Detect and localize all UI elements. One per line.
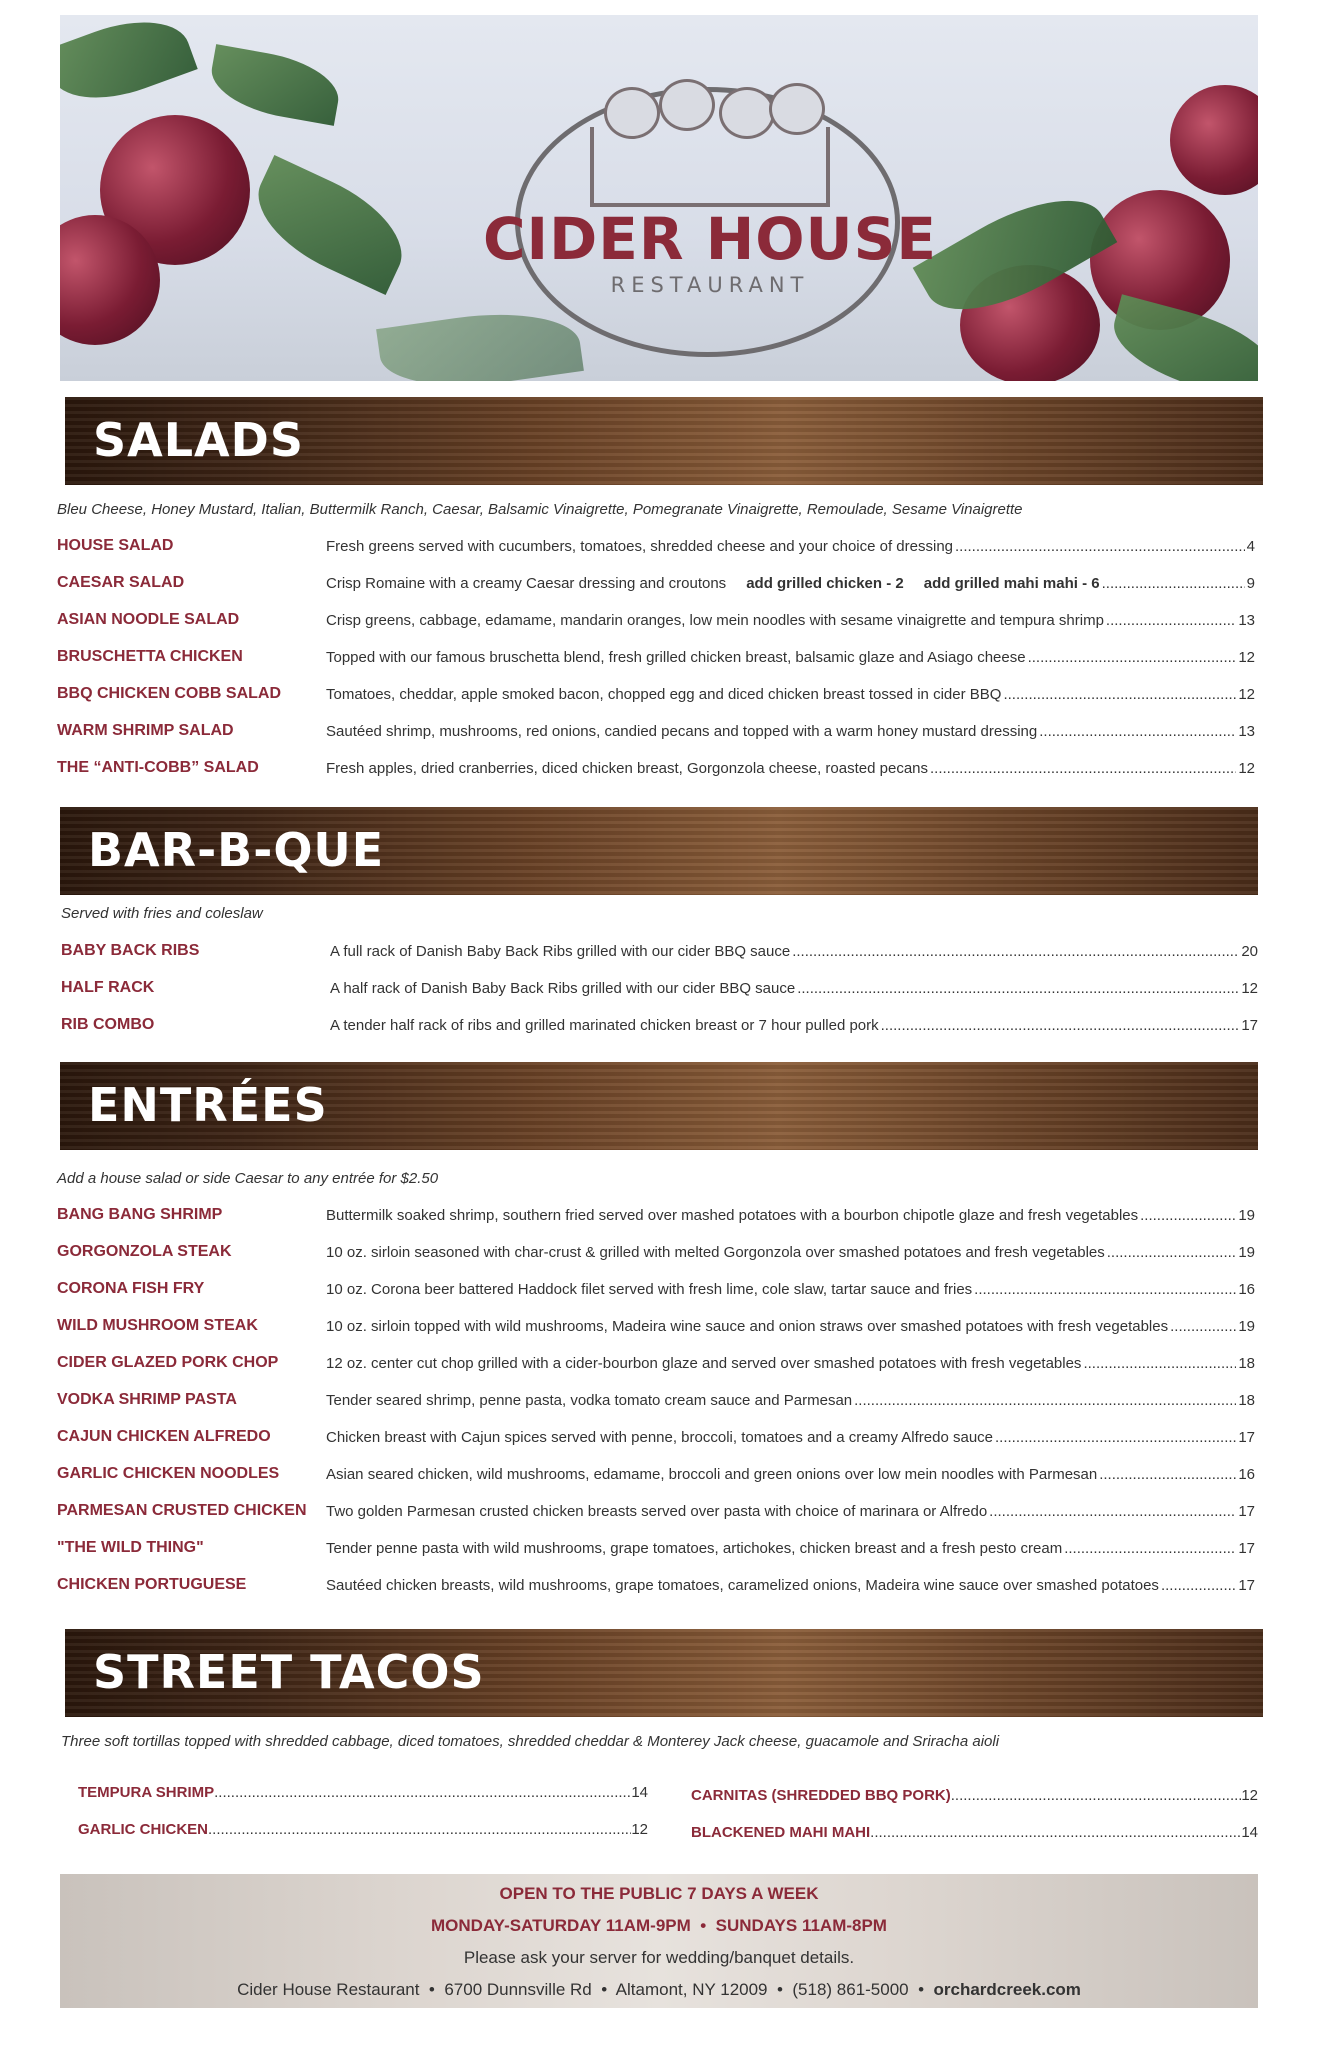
section-banner-salads [65,397,1263,485]
leaf-decoration [206,44,344,126]
item-name: BRUSCHETTA CHICKEN [57,648,243,665]
item-name: GARLIC CHICKEN NOODLES [57,1465,280,1482]
leaf-decoration [60,15,198,117]
menu-item [57,1317,1255,1339]
item-price: 18 [1238,1392,1255,1409]
menu-item [57,1206,1255,1228]
item-price: 19 [1238,1244,1255,1261]
item-description: Fresh greens served with cucumbers, tomatoes, shredded cheese and your choice of dressing [326,538,953,555]
item-price: 20 [1241,943,1258,960]
item-price: 12 [631,1821,648,1838]
taco-item [78,1821,648,1843]
item-price: 17 [1238,1540,1255,1557]
hours-weekday: MONDAY-SATURDAY 11AM-9PM [431,1916,691,1935]
section-title: ENTRÉES [88,1078,328,1132]
item-description: Tender penne pasta with wild mushrooms, grape tomatoes, artichokes, chicken breast and a fresh pesto cream [326,1540,1063,1557]
item-description: Sautéed chicken breasts, wild mushrooms, grape tomatoes, caramelized onions, Madeira wine sauce over smashed potatoes [326,1577,1159,1594]
item-name: CORONA FISH FRY [57,1280,205,1297]
menu-item [57,1391,1255,1413]
taco-item [691,1787,1258,1809]
item-name: TEMPURA SHRIMP [78,1784,215,1801]
item-price: 12 [1241,980,1258,997]
item-name: ASIAN NOODLE SALAD [57,611,240,628]
item-price: 14 [631,1784,648,1801]
item-name: WARM SHRIMP SALAD [57,722,234,739]
item-name: RIB COMBO [61,1016,155,1033]
item-price: 13 [1238,612,1255,629]
item-name: HALF RACK [61,979,155,996]
item-description: A half rack of Danish Baby Back Ribs grilled with our cider BBQ sauce [330,980,796,997]
item-description: A full rack of Danish Baby Back Ribs grilled with our cider BBQ sauce [330,943,791,960]
menu-item [61,942,1258,964]
section-banner-entrees [60,1062,1258,1150]
item-price: 19 [1238,1318,1255,1335]
salads-dressings-note: Bleu Cheese, Honey Mustard, Italian, Buttermilk Ranch, Caesar, Balsamic Vinaigrette, Pomegranate Vinaigrette, Remoulade, Sesame Vinaigrette [57,501,1023,518]
item-name: WILD MUSHROOM STEAK [57,1317,258,1334]
phone: (518) 861-5000 [792,1980,909,1999]
item-price: 16 [1238,1466,1255,1483]
section-banner-bbq [60,807,1258,895]
bbq-note: Served with fries and coleslaw [61,905,263,922]
item-description: Crisp greens, cabbage, edamame, mandarin oranges, low mein noodles with sesame vinaigrette and tempura shrimp [326,612,1104,629]
item-price: 14 [1241,1824,1258,1841]
menu-item [57,1502,1255,1524]
separator: • [918,1980,925,1999]
entrees-note: Add a house salad or side Caesar to any entrée for $2.50 [57,1170,439,1187]
item-description: Chicken breast with Cajun spices served with penne, broccoli, tomatoes and a creamy Alfredo sauce [326,1429,994,1446]
item-description: Topped with our famous bruschetta blend, fresh grilled chicken breast, balsamic glaze and Asiago cheese [326,649,1026,666]
item-name: BLACKENED MAHI MAHI [691,1824,871,1841]
menu-item [61,1016,1258,1038]
item-description: Tender seared shrimp, penne pasta, vodka tomato cream sauce and Parmesan [326,1392,853,1409]
menu-item [57,722,1255,744]
menu-item [57,1280,1255,1302]
apple-crate-icon [590,127,830,207]
section-title: BAR-B-QUE [88,823,385,877]
item-description: 10 oz. sirloin seasoned with char-crust & grilled with melted Gorgonzola over smashed potatoes and fresh vegetables [326,1244,1105,1261]
menu-item [57,611,1255,633]
separator: • [700,1916,707,1935]
item-description: Buttermilk soaked shrimp, southern fried served over mashed potatoes with a bourbon chipotle glaze and fresh vegetables [326,1207,1139,1224]
item-price: 17 [1238,1577,1255,1594]
address: 6700 Dunnsville Rd [444,1980,592,1999]
item-price: 12 [1238,686,1255,703]
tacos-note: Three soft tortillas topped with shredded cabbage, diced tomatoes, shredded cheddar & Monterey Jack cheese, guacamole and Sriracha aioli [61,1733,1000,1750]
separator: • [428,1980,435,1999]
menu-item [57,1243,1255,1265]
leaf-decoration [376,301,584,381]
item-description: Asian seared chicken, wild mushrooms, edamame, broccoli and green onions over low mein noodles with Parmesan [326,1466,1098,1483]
apple-decoration [1170,85,1258,195]
item-name: CIDER GLAZED PORK CHOP [57,1354,279,1371]
item-price: 17 [1241,1017,1258,1034]
item-name: GORGONZOLA STEAK [57,1243,232,1260]
section-banner-tacos [65,1629,1263,1717]
menu-item [57,1576,1255,1598]
item-description: 10 oz. sirloin topped with wild mushrooms, Madeira wine sauce and onion straws over smashed potatoes with fresh vegetables [326,1318,1169,1335]
item-price: 18 [1238,1355,1255,1372]
separator: • [601,1980,608,1999]
item-description: Fresh apples, dried cranberries, diced chicken breast, Gorgonzola cheese, roasted pecans [326,760,928,777]
menu-item [57,1539,1255,1561]
item-price: 13 [1238,723,1255,740]
footer-banner [60,1874,1258,2008]
item-price: 16 [1238,1281,1255,1298]
item-name: BANG BANG SHRIMP [57,1206,223,1223]
item-price: 9 [1246,575,1255,592]
item-price: 12 [1238,760,1255,777]
restaurant-name: Cider House Restaurant [237,1980,420,1999]
menu-item [57,574,1255,596]
item-name: GARLIC CHICKEN [78,1821,208,1838]
taco-item [691,1824,1258,1846]
item-price: 19 [1238,1207,1255,1224]
separator: • [776,1980,783,1999]
item-name: CARNITAS (SHREDDED BBQ PORK) [691,1787,951,1804]
item-name: "THE WILD THING" [57,1539,204,1556]
taco-item [78,1784,648,1806]
contact-line [60,1980,1258,2000]
item-name: BABY BACK RIBS [61,942,200,959]
menu-item [57,685,1255,707]
menu-item [57,1465,1255,1487]
item-name: BBQ CHICKEN COBB SALAD [57,685,281,702]
logo-title: CIDER HOUSE [482,205,938,273]
item-description: Crisp Romaine with a creamy Caesar dressing and croutons [326,575,727,592]
item-name: CAJUN CHICKEN ALFREDO [57,1428,271,1445]
menu-item [57,537,1255,559]
leaf-decoration [241,155,420,295]
item-name: PARMESAN CRUSTED CHICKEN [57,1502,307,1519]
item-addon: add grilled chicken - 2 [746,575,904,592]
website-link[interactable]: orchardcreek.com [933,1980,1081,1999]
item-description: 10 oz. Corona beer battered Haddock filet served with fresh lime, cole slaw, tartar sauce and fries [326,1281,973,1298]
item-price: 17 [1238,1429,1255,1446]
item-description: Two golden Parmesan crusted chicken breasts served over pasta with choice of marinara or Alfredo [326,1503,988,1520]
menu-item [57,648,1255,670]
menu-item [61,979,1258,1001]
menu-item [57,759,1255,781]
banquet-note: Please ask your server for wedding/banquet details. [463,1948,855,1967]
city: Altamont, NY 12009 [615,1980,768,1999]
item-name: CHICKEN PORTUGUESE [57,1576,247,1593]
section-title: STREET TACOS [93,1645,485,1699]
hours-line [60,1916,1258,1936]
item-name: HOUSE SALAD [57,537,174,554]
section-title: SALADS [93,413,304,467]
logo-subtitle: RESTAURANT [610,273,810,297]
item-description: Sautéed shrimp, mushrooms, red onions, candied pecans and topped with a warm honey mustard dressing [326,723,1038,740]
item-price: 4 [1246,538,1255,555]
item-name: CAESAR SALAD [57,574,185,591]
item-price: 12 [1238,649,1255,666]
item-description: A tender half rack of ribs and grilled marinated chicken breast or 7 hour pulled pork [330,1017,879,1034]
item-description: Tomatoes, cheddar, apple smoked bacon, chopped egg and diced chicken breast tossed in cider BBQ [326,686,1002,703]
menu-item [57,1428,1255,1450]
item-description: 12 oz. center cut chop grilled with a cider-bourbon glaze and served over smashed potatoes with fresh vegetables [326,1355,1082,1372]
item-price: 17 [1238,1503,1255,1520]
item-price: 12 [1241,1787,1258,1804]
item-name: THE “ANTI-COBB” SALAD [57,759,259,776]
header-banner [60,15,1258,381]
item-name: VODKA SHRIMP PASTA [57,1391,237,1408]
menu-item [57,1354,1255,1376]
item-addon: add grilled mahi mahi - 6 [923,575,1100,592]
hours-sunday: SUNDAYS 11AM-8PM [715,1916,887,1935]
hours-heading: OPEN TO THE PUBLIC 7 DAYS A WEEK [499,1884,819,1903]
